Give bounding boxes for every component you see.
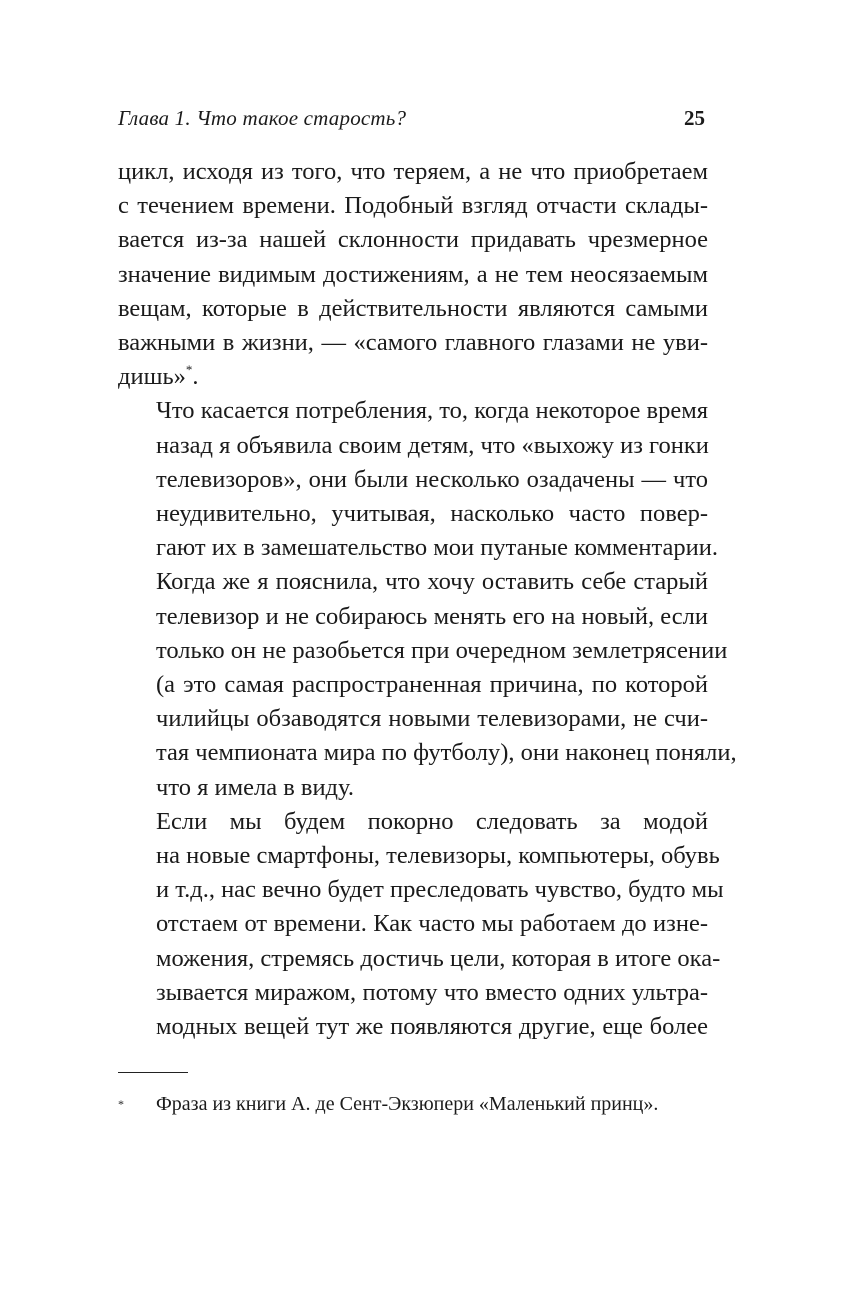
text-line: чилийцы обзаводятся новыми телевизорами, не счи- — [156, 705, 708, 733]
paragraph-1 — [118, 155, 708, 394]
text-line: только он не разобьется при очередном землетрясении — [156, 636, 728, 664]
page-number: 25 — [684, 106, 705, 130]
text-line — [118, 360, 708, 394]
text-line: цикл, исходя из того, что теряем, а не что приобретаем — [118, 158, 708, 185]
text-line: назад я объявила своим детям, что «выхожу из гонки — [156, 431, 709, 459]
text-line: Что касается потребления, то, когда некоторое время — [156, 397, 708, 425]
footnote-reference[interactable]: * — [185, 362, 193, 378]
text-line: тая чемпионата мира по футболу), они наконец поняли, — [156, 739, 737, 767]
text-line: вещам, которые в действительности являются самыми — [118, 294, 708, 322]
text-fragment: . — [192, 363, 199, 391]
text-line: отстаем от времени. Как часто мы работаем до изне- — [156, 910, 708, 938]
paragraph-3 — [118, 805, 724, 1044]
text-fragment: дишь» — [118, 363, 186, 391]
text-line: телевизор и не собираюсь менять его на новый, если — [156, 602, 708, 630]
text-line: гают их в замешательство мои путаные комментарии. — [156, 534, 719, 562]
footnote-text: Фраза из книги А. де Сент-Экзюпери «Маленький принц». — [156, 1093, 659, 1115]
body-text — [118, 155, 737, 1044]
paragraph-2 — [118, 394, 737, 804]
text-line: (а это самая распространенная причина, по которой — [156, 671, 708, 699]
text-line: значение видимым достижениям, а не тем неосязаемым — [118, 260, 708, 288]
text-line: зывается миражом, потому что вместо одних ультра- — [156, 978, 708, 1006]
text-line: вается из-за нашей склонности придавать чрезмерное — [118, 226, 708, 254]
running-head-chapter: Глава 1. Что такое старость? — [118, 106, 407, 130]
text-line: неудивительно, учитывая, насколько часто повер- — [156, 500, 708, 528]
text-line: модных вещей тут же появляются другие, еще более — [156, 1013, 708, 1041]
text-line: что я имела в виду. — [156, 773, 354, 801]
text-line: можения, стремясь достичь цели, которая в итоге ока- — [156, 944, 721, 972]
text-line: Если мы будем покорно следовать за модой — [156, 807, 708, 835]
text-line: Когда же я пояснила, что хочу оставить себе старый — [156, 568, 708, 596]
text-line: важными в жизни, — «самого главного глазами не уви- — [118, 329, 708, 357]
footnote-divider — [118, 1072, 188, 1073]
text-line: и т.д., нас вечно будет преследовать чувство, будто мы — [156, 876, 724, 904]
text-line: с течением времени. Подобный взгляд отчасти склады- — [118, 192, 708, 220]
text-line: телевизоров», они были несколько озадачены — что — [156, 465, 708, 493]
text-line: на новые смартфоны, телевизоры, компьютеры, обувь — [156, 842, 720, 870]
footnote-mark: * — [118, 1097, 124, 1111]
